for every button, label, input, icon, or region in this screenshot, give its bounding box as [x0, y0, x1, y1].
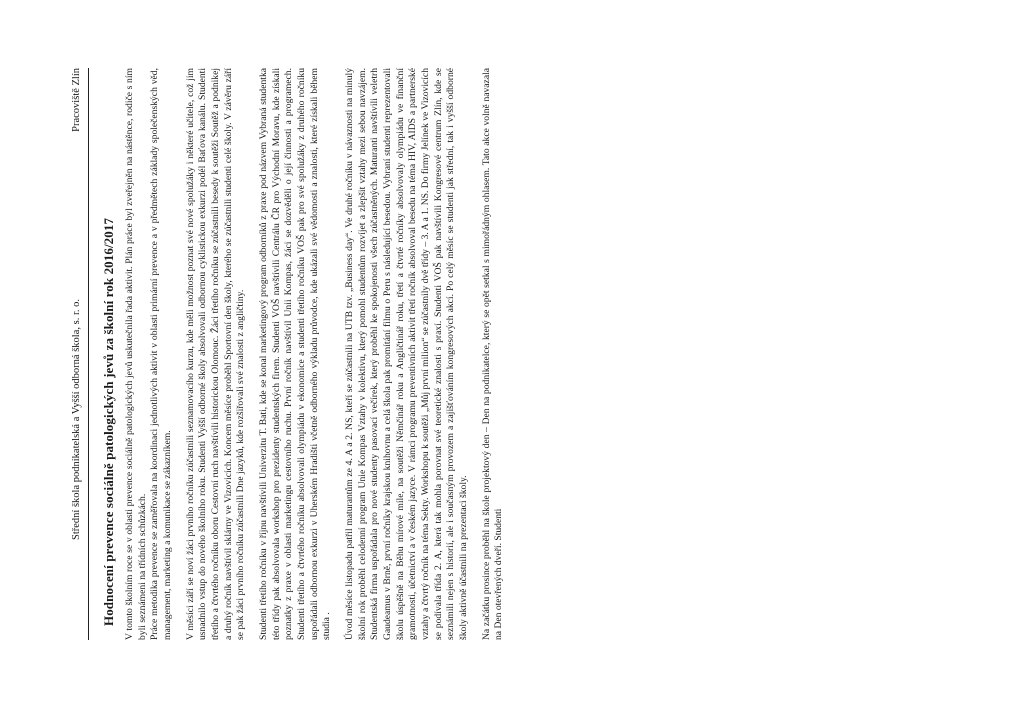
document-body [100, 68, 516, 640]
workplace-name: Pracoviště Zlín [71, 68, 82, 132]
paragraph-november: Úvod měsíce listopadu patřil maturantům ze 4. A a 2. NS, kteří se zúčastnili na UTB tzv. „Business day“. Ve druhé ročníku v návaznosti na minulý školní rok proběhl celodenní program Unie Kompas Vztahy v kolektivu, který pomohl studentům rozvíjet a zlepšit vztahy mezi sebou navzájem. Studentská firma uspořádala pro nové studenty pasovací večírek, který proběhl ke spokojenosti všech zúčastněných. Maturanti navštívili veletrh Gaudeamus v Brně, první ročníky krajskou knihovnu a celá škola pak promítání filmu o Peru s následující besedou. Vybraní studenti reprezentovali školu úspěšně na Běhu mírové míle, na soutěži Němčinář roku a Angličtinář roku, třetí a čtvrté ročníky absolvovaly olympiádu ve finanční gramotnosti, účetnictví a v českém jazyce. V rámci programu preventivních aktivit třetí ročník absolvoval besedu na téma HIV, AIDS a partnerské vztahy a čtvrtý ročník na téma Sekty. Workshopu k soutěži „Můj první milion“ se zúčastnily dvě třídy – 3. A a 1. NS. Do firmy Jelínek ve Vizovicích se podívala třída 2. A, která tak mohla porovnat své teoretické znalosti s praxí. Studenti VOŠ pak navštívili Kongresové centrum Zlín, kde se seznámili nejen s historií, ale i současným provozem a zajišťováním kongresových akcí. Po celý měsíc se studenti jak střední, tak i vyšší odborné školy aktivně účastnili na prezentaci školy. [344, 68, 469, 640]
paragraph-intro: V tomto školním roce se v oblasti prevence sociálně patologických jevů uskutečnila řada aktivit. Plán práce byl zveřejněn na nástěnce, rodiče s ním byli seznámeni na třídních schůzkách. Práce metodika prevence se zaměřovala na koordinaci jednotlivých aktivit v oblasti primární prevence a v předmětech základy společenských věd, management, marketing a komunikace se zákazníkem. [124, 68, 174, 640]
paragraph-september: V měsíci září se noví žáci prvního ročníku zúčastnili seznamovacího kurzu, kde měli možnost poznat své nové spolužáky i některé učitele, což jim usnadnilo vstup do nového školního roku. Studenti Vyšší odborné školy absolvovali odbornou cyklistickou exkurzi podél Baťova kanálu. Studenti třetího a čtvrtého ročníku oboru Cestovní ruch navštívili historickou Olomouc. Žáci třetího ročníku se zúčastnili besedy k soutěži Soutěž a podnikej a druhý ročník navštívil sklárny ve Vizovicích. Koncem měsíce proběhl Sportovní den školy, kterého se zúčastnili studenti celé školy. V závěru září se pak žáci prvního ročníku zúčastnili Dne jazyků, kde rozšiřovali své znalosti z angličtiny. [184, 68, 247, 640]
paragraph-december: Na začátku prosince proběhl na škole projektový den – Den na podnikatelce, který se opět setkal s mimořádným ohlasem. Tato akce volně navazala na Den otevřených dveří. Studenti [480, 68, 505, 640]
document-title: Hodnocení prevence sociálně patologických jevů za školní rok 2016/2017 [101, 217, 116, 626]
page-header [66, 68, 89, 640]
school-name: Střední škola podnikatelská a Vyšší odborná škola, s. r. o. [71, 299, 82, 540]
paragraph-october: Studenti třetího ročníku v říjnu navštívili Univerzitu T. Bati, kde se konal marketingový program odborníků z praxe pod názvem Vybraná studentka této třídy pak absolvovala workshop pro prezidenty studentských firem. Studenti VOŠ navštívili Centrálu ČR pro Východní Moravu, kde získali poznatky z praxe v oblasti marketingu cestovního ruchu. První ročník navštívil Unii Kompas, žáci se dozvěděli o její činnosti a programech. Studenti třetího a čtvrtého ročníku absolvovali olympiádu v ekonomice a studenti třetího ročníku VOŠ pak pro své spolužáky z druhého ročníku uspořádali odbornou exkurzi v Uherském Hradišti včetně odborného výkladu průvodce, kde ukázali své vědomosti a znalosti, které získali během studia . [258, 68, 333, 640]
